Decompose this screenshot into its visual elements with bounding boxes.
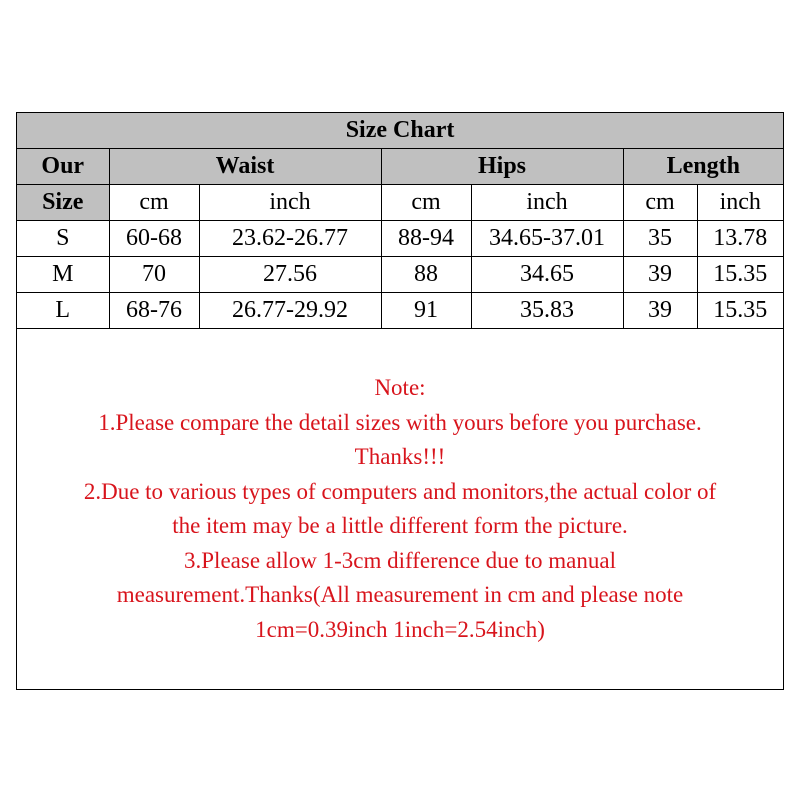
size-header-line2: Size (17, 185, 109, 221)
note-line: 1cm=0.39inch 1inch=2.54inch) (255, 616, 545, 642)
size-table (17, 113, 783, 329)
table-cell: 15.35 (697, 293, 783, 329)
table-cell: 26.77-29.92 (199, 293, 381, 329)
table-cell: 60-68 (109, 221, 199, 257)
note-line: measurement.Thanks(All measurement in cm and please note (116, 582, 684, 607)
table-cell: 70 (109, 257, 199, 293)
note-block (17, 371, 783, 647)
table-row (17, 257, 783, 293)
title-row (17, 113, 783, 149)
group-header-row (17, 149, 783, 185)
note-line: Thanks!!! (354, 444, 446, 469)
table-cell: 27.56 (199, 257, 381, 293)
table-row (17, 293, 783, 329)
table-cell: 39 (623, 257, 697, 293)
unit-header-row (17, 185, 783, 221)
size-chart (16, 112, 784, 690)
note-line: 1.Please compare the detail sizes with yours before you purchase. (98, 409, 702, 435)
table-cell: 34.65-37.01 (471, 221, 623, 257)
waist-inch-unit: inch (199, 185, 381, 221)
table-cell: 35 (623, 221, 697, 257)
waist-header: Waist (109, 149, 381, 185)
table-cell: 23.62-26.77 (199, 221, 381, 257)
table-cell: 91 (381, 293, 471, 329)
note-line: the item may be a little different form the picture. (172, 513, 628, 538)
note-line: 3.Please allow 1-3cm difference due to manual (184, 547, 616, 573)
size-label: L (17, 293, 109, 329)
table-cell: 88 (381, 257, 471, 293)
size-label: S (17, 221, 109, 257)
table-cell: 34.65 (471, 257, 623, 293)
note-heading: Note: (374, 375, 426, 400)
table-cell: 15.35 (697, 257, 783, 293)
note-line: 2.Due to various types of computers and monitors,the actual color of (83, 478, 717, 504)
table-cell: 88-94 (381, 221, 471, 257)
hips-cm-unit: cm (381, 185, 471, 221)
length-inch-unit: inch (697, 185, 783, 221)
table-cell: 39 (623, 293, 697, 329)
size-label: M (17, 257, 109, 293)
hips-inch-unit: inch (471, 185, 623, 221)
table-cell: 35.83 (471, 293, 623, 329)
waist-cm-unit: cm (109, 185, 199, 221)
table-cell: 68-76 (109, 293, 199, 329)
table-row (17, 221, 783, 257)
size-header-line1: Our (17, 149, 109, 185)
hips-header: Hips (381, 149, 623, 185)
table-cell: 13.78 (697, 221, 783, 257)
table-title: Size Chart (17, 113, 783, 149)
length-cm-unit: cm (623, 185, 697, 221)
length-header: Length (623, 149, 783, 185)
